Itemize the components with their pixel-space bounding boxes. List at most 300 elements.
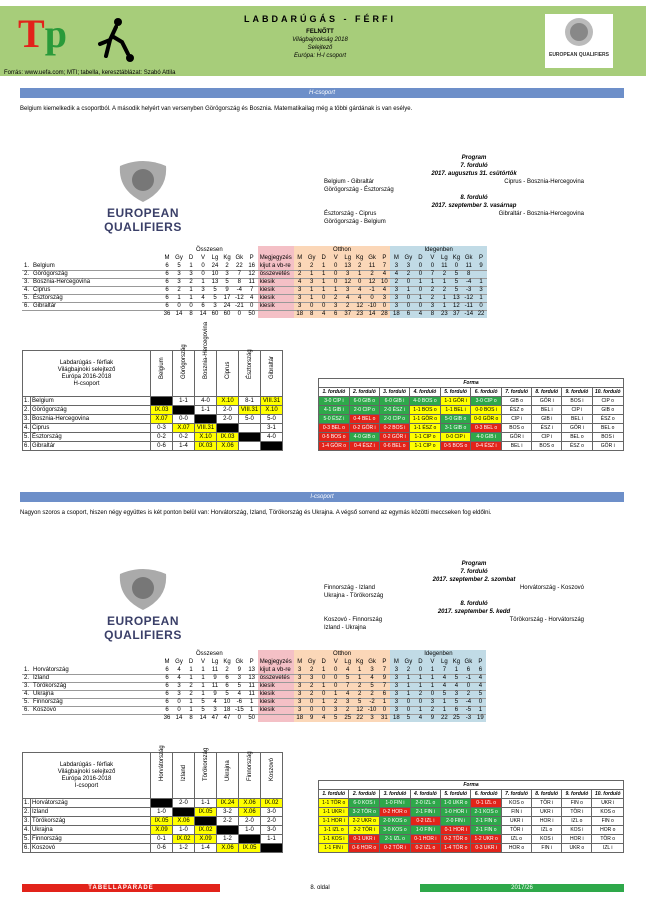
column-header-text: Észtország	[246, 348, 253, 379]
home-value: 1	[318, 666, 330, 674]
away-value: 6	[474, 666, 486, 674]
position: 6.	[24, 707, 30, 713]
result-cell	[173, 808, 195, 817]
total-value: 18	[294, 310, 306, 318]
group-h-bar: H-csoport	[20, 88, 624, 98]
table-row	[22, 698, 486, 706]
table-row	[23, 817, 283, 826]
note: kiesik	[258, 294, 294, 302]
stat-value: 6	[161, 270, 173, 278]
home-value: 7	[378, 262, 390, 270]
column-header: D	[414, 254, 426, 262]
away-value: 1	[438, 706, 450, 714]
blank-cell	[22, 650, 161, 658]
home-value: 3	[294, 698, 306, 706]
result-cell: IX.05	[151, 817, 173, 826]
table-row	[319, 442, 624, 451]
form-cell: 2-1 KOS o	[471, 808, 501, 817]
stat-value: 0	[246, 302, 258, 310]
program-title: Program	[461, 155, 487, 161]
home-value: 2	[354, 262, 366, 270]
home-value: 0	[318, 294, 330, 302]
column-header: V	[201, 659, 206, 665]
stat-value: 5	[209, 286, 221, 294]
form-cell: UKR i	[501, 817, 531, 826]
away-value: 4	[438, 682, 450, 690]
result-cell: 3-0	[261, 808, 283, 817]
note-header: Megjegyzés	[259, 255, 292, 261]
stat-value: 9	[233, 666, 246, 674]
form-cell: 2-2 TÖR i	[349, 826, 380, 835]
away-value: 5	[450, 270, 462, 278]
round-8-title: 8. forduló	[460, 195, 488, 201]
away-value: -11	[462, 302, 475, 310]
stat-value: 5	[233, 682, 246, 690]
form-cell: 4-1 GIB i	[319, 406, 350, 415]
result-cell: 0-1	[151, 835, 173, 844]
result-cell: 0-2	[173, 433, 195, 442]
away-value: 3	[390, 294, 402, 302]
note: kiesik	[258, 302, 294, 310]
home-value: 4	[342, 294, 354, 302]
match: Ciprus - Bosznia-Hercegovina	[504, 179, 584, 185]
blank-cell	[22, 714, 161, 722]
away-value: 8	[462, 270, 475, 278]
footer-right: 2017/26	[420, 884, 624, 892]
column-header	[195, 321, 217, 397]
result-cell: 1-0	[173, 826, 195, 835]
note: kiesik	[258, 706, 294, 714]
column-header: 6. forduló	[471, 790, 501, 799]
stat-value: 11	[246, 682, 258, 690]
note: kiesik	[258, 286, 294, 294]
form-cell: 5-0 ÉSZ i	[319, 415, 350, 424]
result-cell: 2-0	[217, 406, 239, 415]
match: Horvátország - Koszovó	[519, 585, 584, 591]
stat-value: 6	[161, 682, 173, 690]
stat-value: 4	[233, 690, 246, 698]
form-cell: 0-4 BEL o	[349, 415, 379, 424]
form-cell: 1-1 TÖR o	[319, 799, 349, 808]
team-name: Horvátország	[31, 799, 151, 808]
away-value: -3	[462, 286, 475, 294]
team-name: Bosznia-Hercegovina	[31, 278, 161, 286]
column-header: M	[164, 659, 170, 665]
team-name: Görögország	[31, 406, 151, 415]
result-cell: X.06	[173, 817, 195, 826]
home-value: 4	[342, 666, 354, 674]
round-7-title: 7. forduló	[460, 569, 488, 575]
away-value: 3	[450, 690, 462, 698]
column-header-row	[22, 658, 486, 666]
total-value: 60	[211, 311, 219, 318]
stat-value: 22	[233, 262, 246, 270]
form-cell: IZL o	[501, 835, 531, 844]
position: 5.	[24, 699, 30, 705]
column-header-text: Koszovó	[268, 757, 275, 781]
stat-value: 3	[173, 690, 185, 698]
result-cell: 1-1	[195, 406, 217, 415]
home-value: 4	[366, 674, 379, 682]
form-title: Forma	[319, 781, 624, 790]
group-i-standings	[22, 650, 626, 722]
soccer-player-icon	[88, 14, 140, 64]
form-title: Forma	[319, 379, 624, 388]
column-header: M	[390, 254, 402, 262]
home-value: 5	[366, 682, 379, 690]
column-header: 2. forduló	[349, 388, 379, 397]
result-cell: 0-2	[151, 433, 173, 442]
form-cell: BEL i	[562, 415, 592, 424]
home-value: 4	[378, 286, 390, 294]
match: Belgium - Gibraltár	[324, 179, 375, 185]
stat-value: 7	[246, 286, 258, 294]
position: 2.	[24, 407, 30, 413]
position: 5.	[24, 295, 30, 301]
stat-value: 1	[197, 278, 209, 286]
away-value: 0	[402, 278, 414, 286]
header-row	[23, 351, 283, 397]
stat-value: 4	[197, 294, 209, 302]
home-value: 3	[342, 270, 354, 278]
trophy-ball-icon	[545, 14, 613, 50]
form-cell: GIB i	[532, 415, 562, 424]
form-cell: KOS o	[501, 799, 531, 808]
total-value: 37	[450, 310, 462, 318]
column-header: 7. forduló	[502, 388, 532, 397]
column-header: P	[378, 658, 390, 666]
home-value: 3	[342, 286, 354, 294]
form-cell: 0-3 UKR i	[471, 844, 501, 853]
form-cell: 0-4 ÉSZ i	[349, 442, 379, 451]
table-row	[23, 424, 283, 433]
form-cell: 4-0 GIB o	[349, 433, 379, 442]
form-cell: 0-2 BOS i	[379, 424, 409, 433]
footer-left: TABELLAPARÁDÉ	[22, 884, 220, 892]
stat-value: 11	[246, 278, 258, 286]
blank-cell	[22, 310, 161, 318]
form-cell: GIB o	[592, 406, 624, 415]
form-cell: 1-1 GÖR o	[410, 415, 441, 424]
column-header-text: Ciprus	[224, 361, 231, 379]
home-value: 1	[378, 698, 390, 706]
away-value: 0	[414, 698, 426, 706]
form-cell: HOR o	[592, 826, 624, 835]
form-cell: 2-0 KOS o	[380, 817, 411, 826]
form-cell: TÖR o	[592, 835, 624, 844]
table-row	[319, 433, 624, 442]
form-cell: CIP i	[532, 433, 562, 442]
team-name: Koszovó	[31, 706, 161, 714]
table-row	[319, 844, 624, 853]
stat-value: 17	[221, 294, 233, 302]
stat-value: 12	[246, 270, 258, 278]
result-cell	[239, 433, 261, 442]
form-cell: FIN o	[562, 799, 592, 808]
form-cell: CIP i	[502, 415, 532, 424]
table-row	[319, 406, 624, 415]
column-header: Gk	[366, 658, 379, 666]
away-value: 2	[426, 286, 438, 294]
form-cell: 1-1 CIP o	[410, 433, 441, 442]
away-value: 1	[402, 690, 414, 698]
result-cell	[151, 799, 173, 808]
match: Törökország - Horvátország	[509, 617, 584, 623]
column-header: Gk	[462, 658, 474, 666]
table-row	[319, 826, 624, 835]
form-cell: 1-0 FIN i	[380, 799, 411, 808]
away-value: 1	[450, 666, 462, 674]
home-header: Otthon	[294, 246, 391, 254]
column-header: V	[426, 658, 438, 666]
table-row	[22, 690, 486, 698]
result-cell: VIII.31	[261, 397, 283, 406]
round-8-title: 8. forduló	[460, 601, 488, 607]
table-row	[319, 397, 624, 406]
result-cell	[261, 844, 283, 853]
form-cell: GÖR i	[502, 433, 532, 442]
total-value: -3	[462, 714, 474, 722]
stat-value: 5	[197, 706, 209, 714]
away-value: 3	[390, 302, 402, 310]
header-line-2: Világbajnokság 2018	[292, 37, 348, 43]
home-value: 0	[378, 302, 390, 310]
stat-value: 3	[209, 302, 221, 310]
form-title-row	[319, 781, 624, 790]
total-header: Összesen	[196, 247, 223, 253]
column-header: 7. forduló	[501, 790, 531, 799]
home-value: 2	[366, 690, 379, 698]
result-cell	[151, 397, 173, 406]
away-value: 3	[390, 286, 402, 294]
result-cell: X.07	[151, 415, 173, 424]
form-cell: BOS o	[502, 424, 532, 433]
total-value: 60	[223, 311, 231, 318]
column-header: D	[188, 255, 194, 261]
result-cell: 0-6	[151, 442, 173, 451]
result-cell: IX.03	[151, 406, 173, 415]
home-value: 1	[318, 278, 330, 286]
form-cell: 0-6 BEL o	[379, 442, 409, 451]
home-value: 6	[378, 690, 390, 698]
note-header: Megjegyzés	[259, 659, 292, 665]
form-cell: GÖR i	[532, 397, 562, 406]
team-name: Ukrajna	[31, 826, 151, 835]
stat-value: 13	[209, 278, 221, 286]
column-header-text: Finnország	[246, 750, 253, 781]
home-value: 3	[366, 666, 379, 674]
column-header-text: Gibraltár	[268, 355, 275, 379]
header-subtitle	[180, 28, 460, 60]
stat-value: 6	[161, 690, 173, 698]
position: 3.	[24, 683, 30, 689]
result-cell: X.07	[173, 424, 195, 433]
away-value: 5	[438, 690, 450, 698]
stat-value: 9	[209, 690, 221, 698]
column-header-text: Belgium	[158, 356, 165, 379]
away-value: 0	[402, 302, 414, 310]
logo-line-2: QUALIFIERS	[104, 628, 182, 642]
column-header: Gy	[402, 658, 414, 666]
team-name: Ukrajna	[31, 690, 161, 698]
stat-value: -15	[235, 707, 244, 713]
home-value: 0	[306, 698, 318, 706]
result-cell: 1-2	[173, 844, 195, 853]
column-header: Kg	[223, 659, 231, 665]
column-header: Gk	[462, 254, 475, 262]
header-row	[23, 753, 283, 799]
stat-value: 11	[246, 690, 258, 698]
home-value: 12	[354, 302, 366, 310]
column-header: Gy	[306, 254, 318, 262]
total-value: 4	[414, 714, 426, 722]
column-header: V	[201, 255, 206, 261]
group-i-intro: Nagyon szoros a csoport, hiszen négy együttes is két ponton belül van: Horvátország, Izland, Törökország és Ukrajna. A végső sorrend az egymás közötti meccseken fog eldőlni.	[20, 510, 492, 516]
column-header: 5. forduló	[441, 790, 471, 799]
result-cell: 5-0	[239, 415, 261, 424]
column-header	[151, 351, 173, 397]
away-value: 0	[450, 262, 462, 270]
column-header	[261, 351, 283, 397]
stat-value: 0	[173, 706, 185, 714]
result-cell: IX.24	[217, 799, 239, 808]
column-header: P	[249, 255, 254, 261]
stat-value: 3	[173, 278, 185, 286]
home-value: 2	[294, 270, 306, 278]
match: Izland - Ukrajna	[324, 625, 367, 631]
position: 1.	[24, 398, 30, 404]
away-value: 1	[426, 278, 438, 286]
form-cell: IZL o	[532, 826, 562, 835]
away-value: 3	[390, 674, 402, 682]
total-value: 14	[366, 310, 379, 318]
away-value: 1	[402, 286, 414, 294]
away-value: 13	[450, 294, 462, 302]
form-cell: 6-0 KOS i	[349, 799, 380, 808]
form-cell: BOS i	[562, 397, 592, 406]
away-value: 2	[402, 270, 414, 278]
stat-value: 0	[197, 262, 209, 270]
column-header: D	[188, 659, 194, 665]
stat-value: 1	[173, 294, 185, 302]
result-cell: 0-0	[173, 415, 195, 424]
totals-row	[22, 310, 487, 318]
stat-value: 1	[197, 674, 209, 682]
away-header: Idegenben	[390, 650, 486, 658]
column-header: 3. forduló	[380, 790, 411, 799]
stat-value: 2	[185, 682, 197, 690]
home-value: 0	[378, 706, 390, 714]
stat-value: 1	[185, 286, 197, 294]
column-header: P	[474, 658, 486, 666]
column-header: 1. forduló	[319, 388, 350, 397]
page-title: LABDARÚGÁS - FÉRFI	[244, 14, 396, 24]
form-cell: 1-0 HOR i	[441, 808, 471, 817]
home-value: 1	[330, 286, 342, 294]
column-header: Gy	[175, 659, 183, 665]
form-cell: HOR i	[562, 835, 592, 844]
group-h-crosstable	[22, 321, 322, 451]
total-value: 8	[426, 310, 438, 318]
table-row	[23, 415, 283, 424]
away-value: 7	[438, 666, 450, 674]
form-cell: 2-0 CIP o	[349, 406, 379, 415]
team-name: Ciprus	[31, 424, 151, 433]
team-name: Törökország	[31, 682, 161, 690]
home-value: 3	[342, 698, 354, 706]
result-cell: 1-1	[261, 835, 283, 844]
column-header: Gk	[366, 254, 379, 262]
result-cell: 2-2	[217, 817, 239, 826]
column-header: 9. forduló	[562, 388, 592, 397]
total-value: 9	[426, 714, 438, 722]
home-value: -10	[367, 303, 377, 309]
result-cell: 2-0	[173, 799, 195, 808]
form-cell: 6-0 GIB i	[379, 397, 409, 406]
home-value: 2	[354, 690, 366, 698]
total-value: 14	[175, 715, 183, 722]
result-cell: 4-0	[195, 397, 217, 406]
home-value: 2	[306, 690, 318, 698]
result-cell: X.10	[217, 397, 239, 406]
home-value: 1	[354, 270, 366, 278]
home-value: 3	[294, 706, 306, 714]
result-cell: 1-4	[173, 442, 195, 451]
home-value: 1	[306, 270, 318, 278]
form-cell: 0-2 GÖR i	[349, 424, 379, 433]
away-value: 1	[438, 698, 450, 706]
match: Görögország - Észtország	[324, 187, 394, 193]
note: kiesik	[258, 682, 294, 690]
result-cell: 2-0	[217, 415, 239, 424]
total-value: 18	[390, 714, 402, 722]
team-name: Bosznia-Hercegovina	[31, 415, 151, 424]
match: Koszovó - Finnország	[324, 617, 383, 623]
home-value: 1	[306, 294, 318, 302]
stat-value: -21	[235, 303, 244, 309]
total-value: 50	[248, 311, 256, 318]
home-value: -2	[366, 698, 379, 706]
form-cell: 0-6 HOR o	[349, 844, 380, 853]
away-value: 3	[390, 690, 402, 698]
column-header: P	[378, 254, 390, 262]
away-value: 0	[426, 262, 438, 270]
program-title: Program	[461, 561, 487, 567]
stat-value: 6	[197, 302, 209, 310]
form-cell: 5-0 GIB o	[440, 415, 470, 424]
result-cell: X.09	[151, 826, 173, 835]
cross-table	[22, 744, 283, 853]
position: 5.	[24, 836, 30, 842]
stat-value: 11	[209, 666, 221, 674]
form-cell: 3-0 KOS o	[380, 826, 411, 835]
group-i-program	[324, 560, 624, 632]
table-row	[22, 666, 486, 674]
away-value: 0	[414, 666, 426, 674]
table-row	[23, 826, 283, 835]
stat-value: -12	[235, 295, 244, 301]
form-cell: 2-1 FIN o	[471, 826, 501, 835]
position: 3.	[24, 279, 30, 285]
cross-table	[22, 321, 283, 451]
match: Gibraltár - Bosznia-Hercegovina	[498, 211, 584, 217]
form-cell: 3-0 CIP o	[471, 397, 502, 406]
away-value: 1	[426, 674, 438, 682]
stat-value: 3	[185, 270, 197, 278]
away-value: 0	[414, 270, 426, 278]
away-value: 0	[402, 698, 414, 706]
home-value: 4	[354, 294, 366, 302]
